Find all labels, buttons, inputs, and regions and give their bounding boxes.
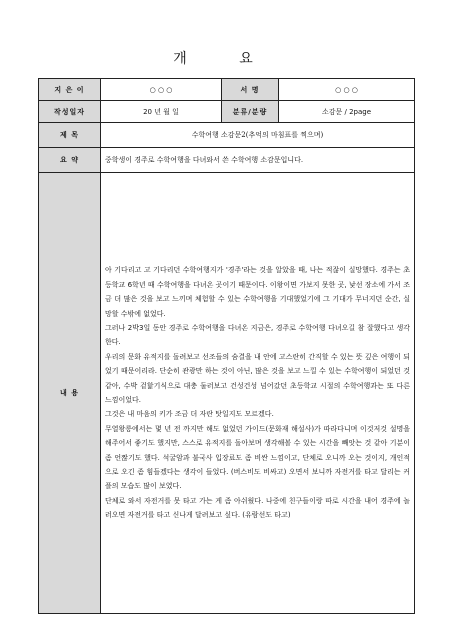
category-label: 분류/분량 bbox=[222, 101, 279, 123]
form-row-writer bbox=[39, 79, 415, 101]
content-body bbox=[101, 173, 415, 614]
content-paragraph: 무열왕릉에서는 몇 년 전 까지만 해도 없었던 가이드(문화재 해설사)가 따라다니며 이것저것 설명을 해주어서 좋기도 했지만, 스스로 유적지를 돌아보며 생각해볼 수 있는 시간을 빼앗는 것 같아 기분이 좀 언짢기도 했다. 석굴암과 불국사 입장료도 좀 비싼 느낌이고, 단체로 오니까 오는 것이지, 개인적으로 오긴 좀 힘들겠다는 생각이 들었다. (버스비도 비싸고) 오면서 보니까 자전거를 타고 달리는 커플의 모습도 많이 보였다. bbox=[105, 424, 410, 491]
form-row-subject bbox=[39, 123, 415, 148]
supervisor-label: 서 명 bbox=[222, 79, 279, 101]
document-title: 개 요 bbox=[173, 51, 277, 67]
content-paragraph: 아 기다리고 고 기다리던 수학여행지가 '경주'라는 것을 알았을 때, 나는 적잖이 실망했다. 경주는 초등학교 6학년 때 수학여행을 다녀온 곳이기 때문이다. 이왕이면 가보지 못한 곳, 낯선 장소에 가서 조금 더 많은 것을 보고 느끼며 체험할 수 있는 수학여행을 기대했었기에 그 기대가 무너지던 순간, 실망할 수밖에 없었다. bbox=[105, 266, 410, 318]
form-row-date bbox=[39, 101, 415, 123]
subject-value: 수학여행 소감문2(추억의 마침표를 찍으며) bbox=[101, 123, 415, 148]
content-paragraph: 그러나 2박3일 동안 경주로 수학여행을 다녀온 지금은, 경주로 수학여행 다녀오길 참 잘했다고 생각한다. bbox=[105, 323, 410, 347]
summary-label: 요 약 bbox=[39, 148, 101, 173]
writer-label: 지 은 이 bbox=[39, 79, 101, 101]
writer-value: ○ ○ ○ bbox=[101, 79, 222, 101]
content-paragraph: 그것은 내 마음의 키가 조금 더 자란 탓일지도 모르겠다. bbox=[105, 410, 274, 419]
content-paragraph: 단체로 와서 자전거를 못 타고 가는 게 좀 아쉬웠다. 나중에 친구들이랑 따로 시간을 내어 경주에 놀러오면 자전거를 타고 신나게 달려보고 싶다. (유람선도 타고) bbox=[105, 496, 410, 520]
supervisor-value: ○ ○ ○ bbox=[279, 79, 415, 101]
overview-form-table bbox=[38, 78, 415, 614]
content-label: 내 용 bbox=[39, 173, 101, 614]
form-row-content bbox=[39, 173, 415, 614]
content-paragraph: 우리의 문화 유적지를 돌려보고 선조들의 숨결을 내 안에 고스란히 간직할 수 있는 뜻 깊은 여행이 되었기 때문이리라. 단순히 관광만 하는 것이 아닌, 많은 것을 보고 느낄 수 있는 수학여행이 되었던 것 같아, 수박 겉핥기식으로 대충 둘러보고 건성건성 넘어갔던 초등학교 시절의 수학여행과는 또 다른 느낌이었다. bbox=[105, 352, 410, 404]
date-value: 20 년 월 일 bbox=[101, 101, 222, 123]
category-value: 소감문 / 2page bbox=[279, 101, 415, 123]
summary-value: 중학생이 경주로 수학여행을 다녀와서 쓴 수학여행 소감문입니다. bbox=[101, 148, 415, 173]
subject-label: 제 목 bbox=[39, 123, 101, 148]
form-row-summary bbox=[39, 148, 415, 173]
date-label: 작성일자 bbox=[39, 101, 101, 123]
